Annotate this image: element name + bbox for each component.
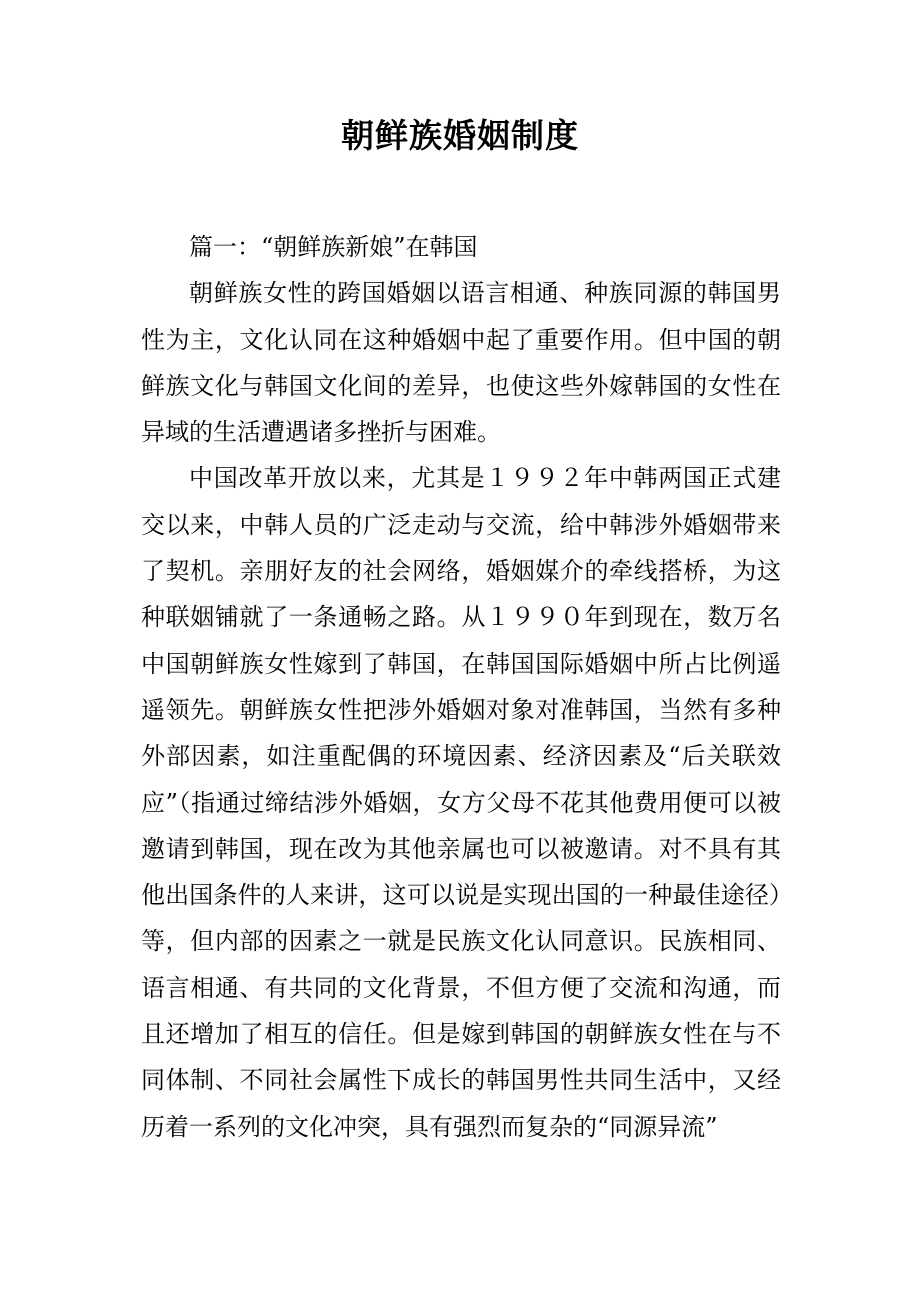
document-body [141, 224, 781, 1150]
document-title: 朝鲜族婚姻制度 [341, 116, 579, 155]
paragraph: 中国改革开放以来，尤其是１９９２年中韩两国正式建交以来，中韩人员的广泛走动与交流，给中韩涉外婚姻带来了契机。亲朋好友的社会网络，婚姻媒介的牵线搭桥，为这种联姻铺就了一条通畅之路。从１９９０年到现在，数万名中国朝鲜族女性嫁到了韩国，在韩国国际婚姻中所占比例遥遥领先。朝鲜族女性把涉外婚姻对象对准韩国，当然有多种外部因素，如注重配偶的环境因素、经济因素及“后关联效应”（指通过缔结涉外婚姻，女方父母不花其他费用便可以被邀请到韩国，现在改为其他亲属也可以被邀请。对不具有其他出国条件的人来讲，这可以说是实现出国的一种最佳途径）等，但内部的因素之一就是民族文化认同意识。民族相同、语言相通、有共同的文化背景，不但方便了交流和沟通，而且还增加了相互的信任。但是嫁到韩国的朝鲜族女性在与不同体制、不同社会属性下成长的韩国男性共同生活中，又经历着一系列的文化冲突，具有强烈而复杂的“同源异流” [141, 464, 781, 1141]
paragraph: 朝鲜族女性的跨国婚姻以语言相通、种族同源的韩国男性为主，文化认同在这种婚姻中起了重要作用。但中国的朝鲜族文化与韩国文化间的差异，也使这些外嫁韩国的女性在异域的生活遭遇诸多挫折与困难。 [141, 279, 781, 447]
section-heading: 篇一：“朝鲜族新娘”在韩国 [189, 233, 478, 261]
